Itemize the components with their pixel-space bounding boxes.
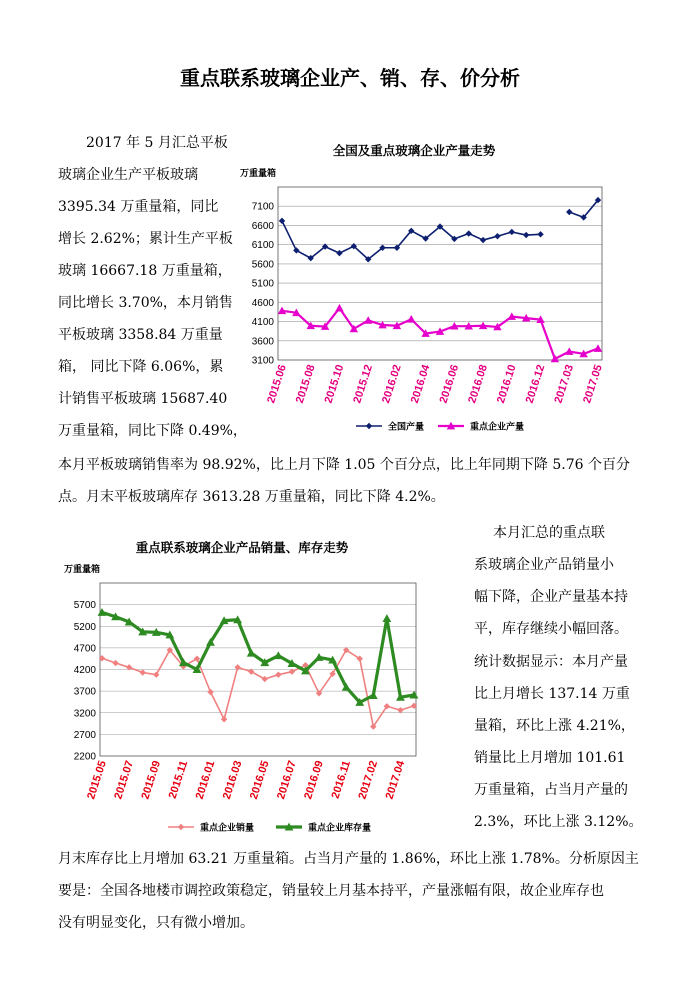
data-point: [336, 250, 342, 256]
y-tick-label: 4600: [251, 297, 274, 309]
text-line: 平板玻璃 3358.84 万重量: [58, 327, 223, 343]
y-tick-label: 4100: [251, 317, 274, 329]
text-line: 2017 年 5 月汇总平板: [86, 135, 228, 151]
text-line: 要是：全国各地楼市调控政策稳定，销量较上月基本持平，产量涨幅有限，故企业库存也: [58, 883, 604, 899]
y-tick-label: 3200: [73, 708, 96, 720]
data-point: [594, 344, 602, 352]
x-tick-label: 2017.03: [552, 363, 577, 405]
data-point: [221, 716, 227, 722]
text-line: 本月汇总的重点联: [493, 525, 605, 541]
y-tick-label: 3100: [251, 355, 274, 367]
x-tick-label: 2016.07: [275, 759, 299, 801]
text-line: 万重量箱，同比下降 0.49%，: [58, 423, 247, 439]
data-point: [509, 229, 515, 235]
data-point: [364, 316, 372, 324]
x-tick-label: 2017.05: [581, 363, 605, 405]
data-point: [382, 614, 391, 622]
text-line: 幅下降，企业产量基本持: [474, 589, 628, 605]
x-tick-label: 2015.09: [139, 759, 164, 801]
chart-production-trend: [232, 132, 632, 442]
data-point: [335, 304, 343, 312]
x-tick-label: 2015.10: [322, 363, 347, 405]
data-point: [274, 651, 283, 659]
x-tick-label: 2017.04: [383, 759, 408, 801]
x-tick-label: 2016.11: [329, 759, 354, 801]
x-tick-label: 2017.02: [356, 759, 381, 801]
x-tick-label: 2016.09: [302, 759, 326, 801]
x-tick-label: 2015.06: [265, 363, 289, 405]
x-tick-label: 2016.10: [494, 363, 519, 405]
text-line: 月末库存比上月增加 63.21 万重量箱。占当月产量的 1.86%，环比上涨 1.78%。分析原因主: [58, 851, 639, 867]
y-tick-label: 7100: [251, 201, 274, 213]
chart-sales-inventory-trend: [58, 528, 428, 838]
series-line: [282, 221, 541, 259]
y-tick-label: 2200: [73, 751, 96, 763]
text-line: 量箱，环比上涨 4.21%，: [474, 718, 635, 734]
text-line: 系玻璃企业产品销量小: [474, 557, 614, 573]
text-line: 统计数据显示：本月产量: [474, 654, 628, 670]
x-tick-label: 2015.07: [112, 759, 136, 801]
y-tick-label: 2700: [73, 729, 96, 741]
x-tick-label: 2016.03: [220, 759, 245, 801]
text-line: 2.3%，环比上涨 3.12%。: [474, 814, 643, 830]
legend-marker: [366, 423, 372, 429]
data-point: [566, 209, 572, 215]
x-tick-label: 2016.06: [437, 363, 462, 405]
y-tick-label: 5200: [73, 621, 96, 633]
data-point: [397, 707, 403, 713]
data-point: [480, 237, 486, 243]
text-line: 玻璃 16667.18 万重量箱，: [58, 263, 232, 279]
data-point: [247, 649, 256, 657]
chart-title: 重点联系玻璃企业产品销量、库存走势: [135, 540, 349, 555]
series-line: [102, 650, 414, 727]
page-title: 重点联系玻璃企业产、销、存、价分析: [180, 66, 520, 90]
y-tick-label: 5700: [73, 600, 96, 612]
x-tick-label: 2016.08: [466, 363, 490, 405]
data-point: [112, 660, 118, 666]
text-line: 万重量箱，占当月产量的: [474, 782, 628, 798]
text-line: 比上月增长 137.14 万重: [474, 686, 630, 702]
data-point: [275, 671, 281, 677]
data-point: [523, 232, 529, 238]
data-point: [139, 669, 145, 675]
x-tick-label: 2016.02: [380, 363, 404, 405]
data-point: [207, 689, 213, 695]
legend-label: 全国产量: [388, 422, 425, 433]
chart-title: 全国及重点玻璃企业产量走势: [332, 143, 496, 158]
y-tick-label: 6600: [251, 220, 274, 232]
legend-label: 重点企业销量: [200, 823, 255, 834]
x-tick-label: 2016.05: [247, 759, 272, 801]
y-tick-label: 3600: [251, 336, 274, 348]
data-point: [153, 671, 159, 677]
data-point: [369, 691, 378, 699]
text-line: 增长 2.62%；累计生产平板: [58, 231, 233, 247]
text-line: 没有明显变化，只有微小增加。: [58, 915, 254, 931]
text-line: 本月平板玻璃销售率为 98.92%，比上月下降 1.05 个百分点，比上年同期下降 5.76 个百分: [58, 457, 630, 473]
data-point: [194, 655, 200, 661]
data-point: [494, 233, 500, 239]
y-tick-label: 6100: [251, 240, 274, 252]
data-point: [466, 230, 472, 236]
y-tick-label: 4700: [73, 643, 96, 655]
y-tick-label: 5100: [251, 278, 274, 290]
data-point: [293, 247, 299, 253]
x-tick-label: 2015.08: [293, 363, 318, 405]
y-tick-label: 3700: [73, 686, 96, 698]
x-tick-label: 2016.04: [408, 363, 433, 405]
text-line: 同比增长 3.70%，本月销售: [58, 295, 233, 311]
x-tick-label: 2015.11: [166, 759, 191, 801]
x-tick-label: 2016.12: [523, 363, 548, 405]
legend-label: 重点企业产量: [470, 422, 525, 433]
series-line: [102, 612, 414, 702]
x-tick-label: 2016.01: [193, 759, 218, 801]
text-line: 玻璃企业生产平板玻璃: [58, 167, 198, 183]
text-line: 3395.34 万重量箱，同比: [58, 199, 219, 215]
data-point: [262, 676, 268, 682]
y-axis-unit: 万重量箱: [64, 565, 101, 575]
text-line: 点。月末平板玻璃库存 3613.28 万重量箱，同比下降 4.2%。: [58, 489, 445, 505]
text-line: 平，库存继续小幅回落。: [474, 621, 628, 637]
data-point: [537, 231, 543, 237]
y-axis-unit: 万重量箱: [240, 169, 277, 179]
y-tick-label: 5600: [251, 259, 274, 271]
text-line: 箱， 同比下降 6.06%，累: [58, 359, 224, 375]
x-tick-label: 2015.05: [85, 759, 109, 801]
data-point: [407, 315, 415, 323]
y-tick-label: 4200: [73, 665, 96, 676]
x-tick-label: 2015.12: [351, 363, 376, 405]
legend-marker: [178, 824, 184, 830]
legend-label: 重点企业库存量: [308, 823, 372, 834]
text-line: 销量比上月增加 101.61: [474, 750, 626, 766]
text-line: 计销售平板玻璃 15687.40: [58, 391, 228, 407]
data-point: [279, 218, 285, 224]
